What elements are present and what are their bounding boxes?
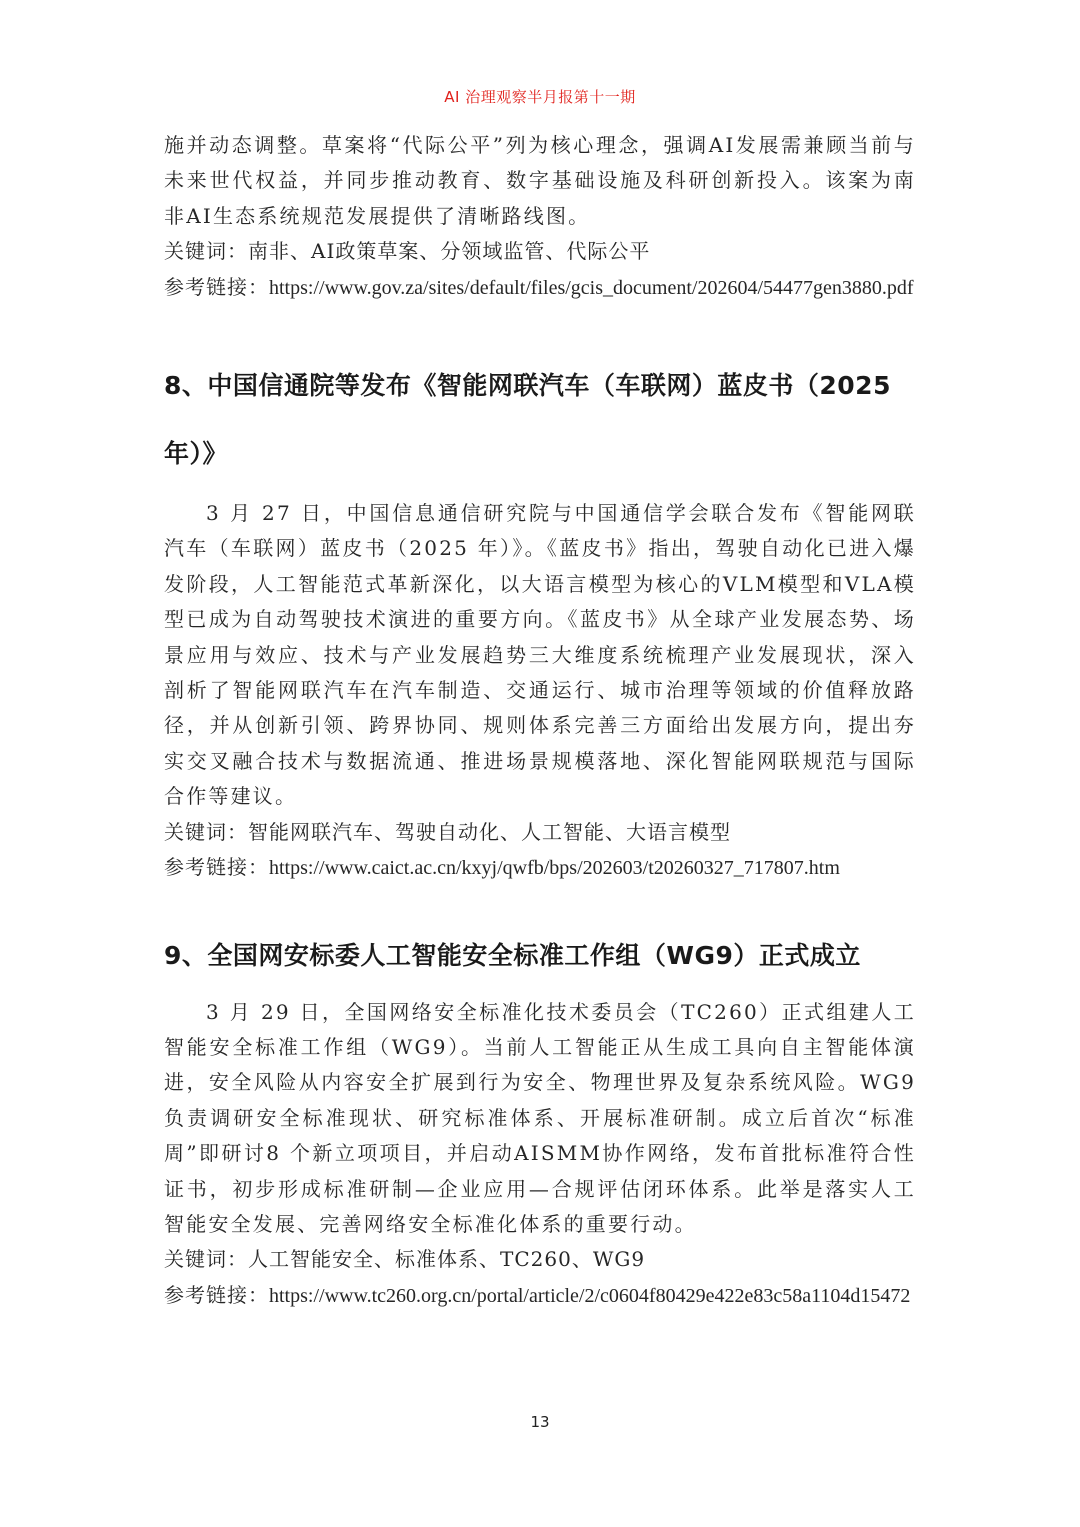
keywords-label: 关键词： [164, 819, 248, 844]
continued-keywords-line [164, 234, 916, 269]
section-8-reference-line [164, 850, 916, 886]
reference-link[interactable]: https://www.tc260.org.cn/portal/article/2/c0604f80429e422e83c58a1104d15472 [269, 1284, 911, 1307]
running-header: AI 治理观察半月报第十一期 [444, 88, 636, 106]
section-8-title: 8、中国信通院等发布《智能网联汽车（车联网）蓝皮书（2025年）》 [164, 371, 891, 469]
keywords-label: 关键词： [164, 239, 248, 264]
keywords-text: 智能网联汽车、驾驶自动化、人工智能、大语言模型 [248, 819, 731, 844]
continued-reference-line [164, 270, 916, 306]
page-content [164, 128, 916, 1314]
section-9-reference-line [164, 1278, 916, 1314]
section-9 [164, 927, 916, 1315]
section-9-body-paragraph: 3 月 29 日，全国网络安全标准化技术委员会（TC260）正式组建人工智能安全标准工作组（WG9）。当前人工智能正从生成工具向自主智能体演进，安全风险从内容安全扩展到行为安全、物理世界及复杂系统风险。WG9 负责调研安全标准现状、研究标准体系、开展标准研制。成立后首次“标准周”即研讨8 个新立项项目，并启动AISMM协作网络，发布首批标准符合性证书，初步形成标准研制—企业应用—合规评估闭环体系。此举是落实人工智能安全发展、完善网络安全标准化体系的重要行动。 [164, 999, 916, 1236]
section-8-keywords-line [164, 815, 916, 850]
section-9-title: 9、全国网安标委人工智能安全标准工作组（WG9）正式成立 [164, 940, 861, 970]
reference-label: 参考链接： [164, 274, 269, 299]
page-number: 13 [530, 1413, 550, 1431]
reference-link[interactable]: https://www.gov.za/sites/default/files/gcis_document/202604/54477gen3880.pdf [269, 276, 914, 299]
section-8-body-paragraph: 3 月 27 日，中国信息通信研究院与中国通信学会联合发布《智能网联汽车（车联网）蓝皮书（2025 年）》。《蓝皮书》指出，驾驶自动化已进入爆发阶段，人工智能范式革新深化，以大语言模型为核心的VLM模型和VLA模型已成为自动驾驶技术演进的重要方向。《蓝皮书》从全球产业发展态势、场景应用与效应、技术与产业发展趋势三大维度系统梳理产业发展现状，深入剖析了智能网联汽车在汽车制造、交通运行、城市治理等领域的价值释放路径，并从创新引领、跨界协同、规则体系完善三方面给出发展方向，提出夯实交叉融合技术与数据流通、推进场景规模落地、深化智能网联规范与国际合作等建议。 [164, 501, 916, 809]
keywords-text: 人工智能安全、标准体系、TC260、WG9 [248, 1247, 646, 1272]
keywords-label: 关键词： [164, 1247, 248, 1272]
reference-label: 参考链接： [164, 1282, 269, 1307]
section-8 [164, 352, 916, 886]
keywords-text: 南非、AI政策草案、分领域监管、代际公平 [248, 239, 651, 264]
reference-label: 参考链接： [164, 855, 269, 880]
continued-section [164, 128, 916, 306]
section-9-keywords-line [164, 1242, 916, 1277]
continued-body-paragraph: 施并动态调整。草案将“代际公平”列为核心理念，强调AI发展需兼顾当前与未来世代权益，并同步推动教育、数字基础设施及科研创新投入。该案为南非AI生态系统规范发展提供了清晰路线图。 [164, 133, 916, 228]
reference-link[interactable]: https://www.caict.ac.cn/kxyj/qwfb/bps/202603/t20260327_717807.htm [269, 857, 840, 880]
